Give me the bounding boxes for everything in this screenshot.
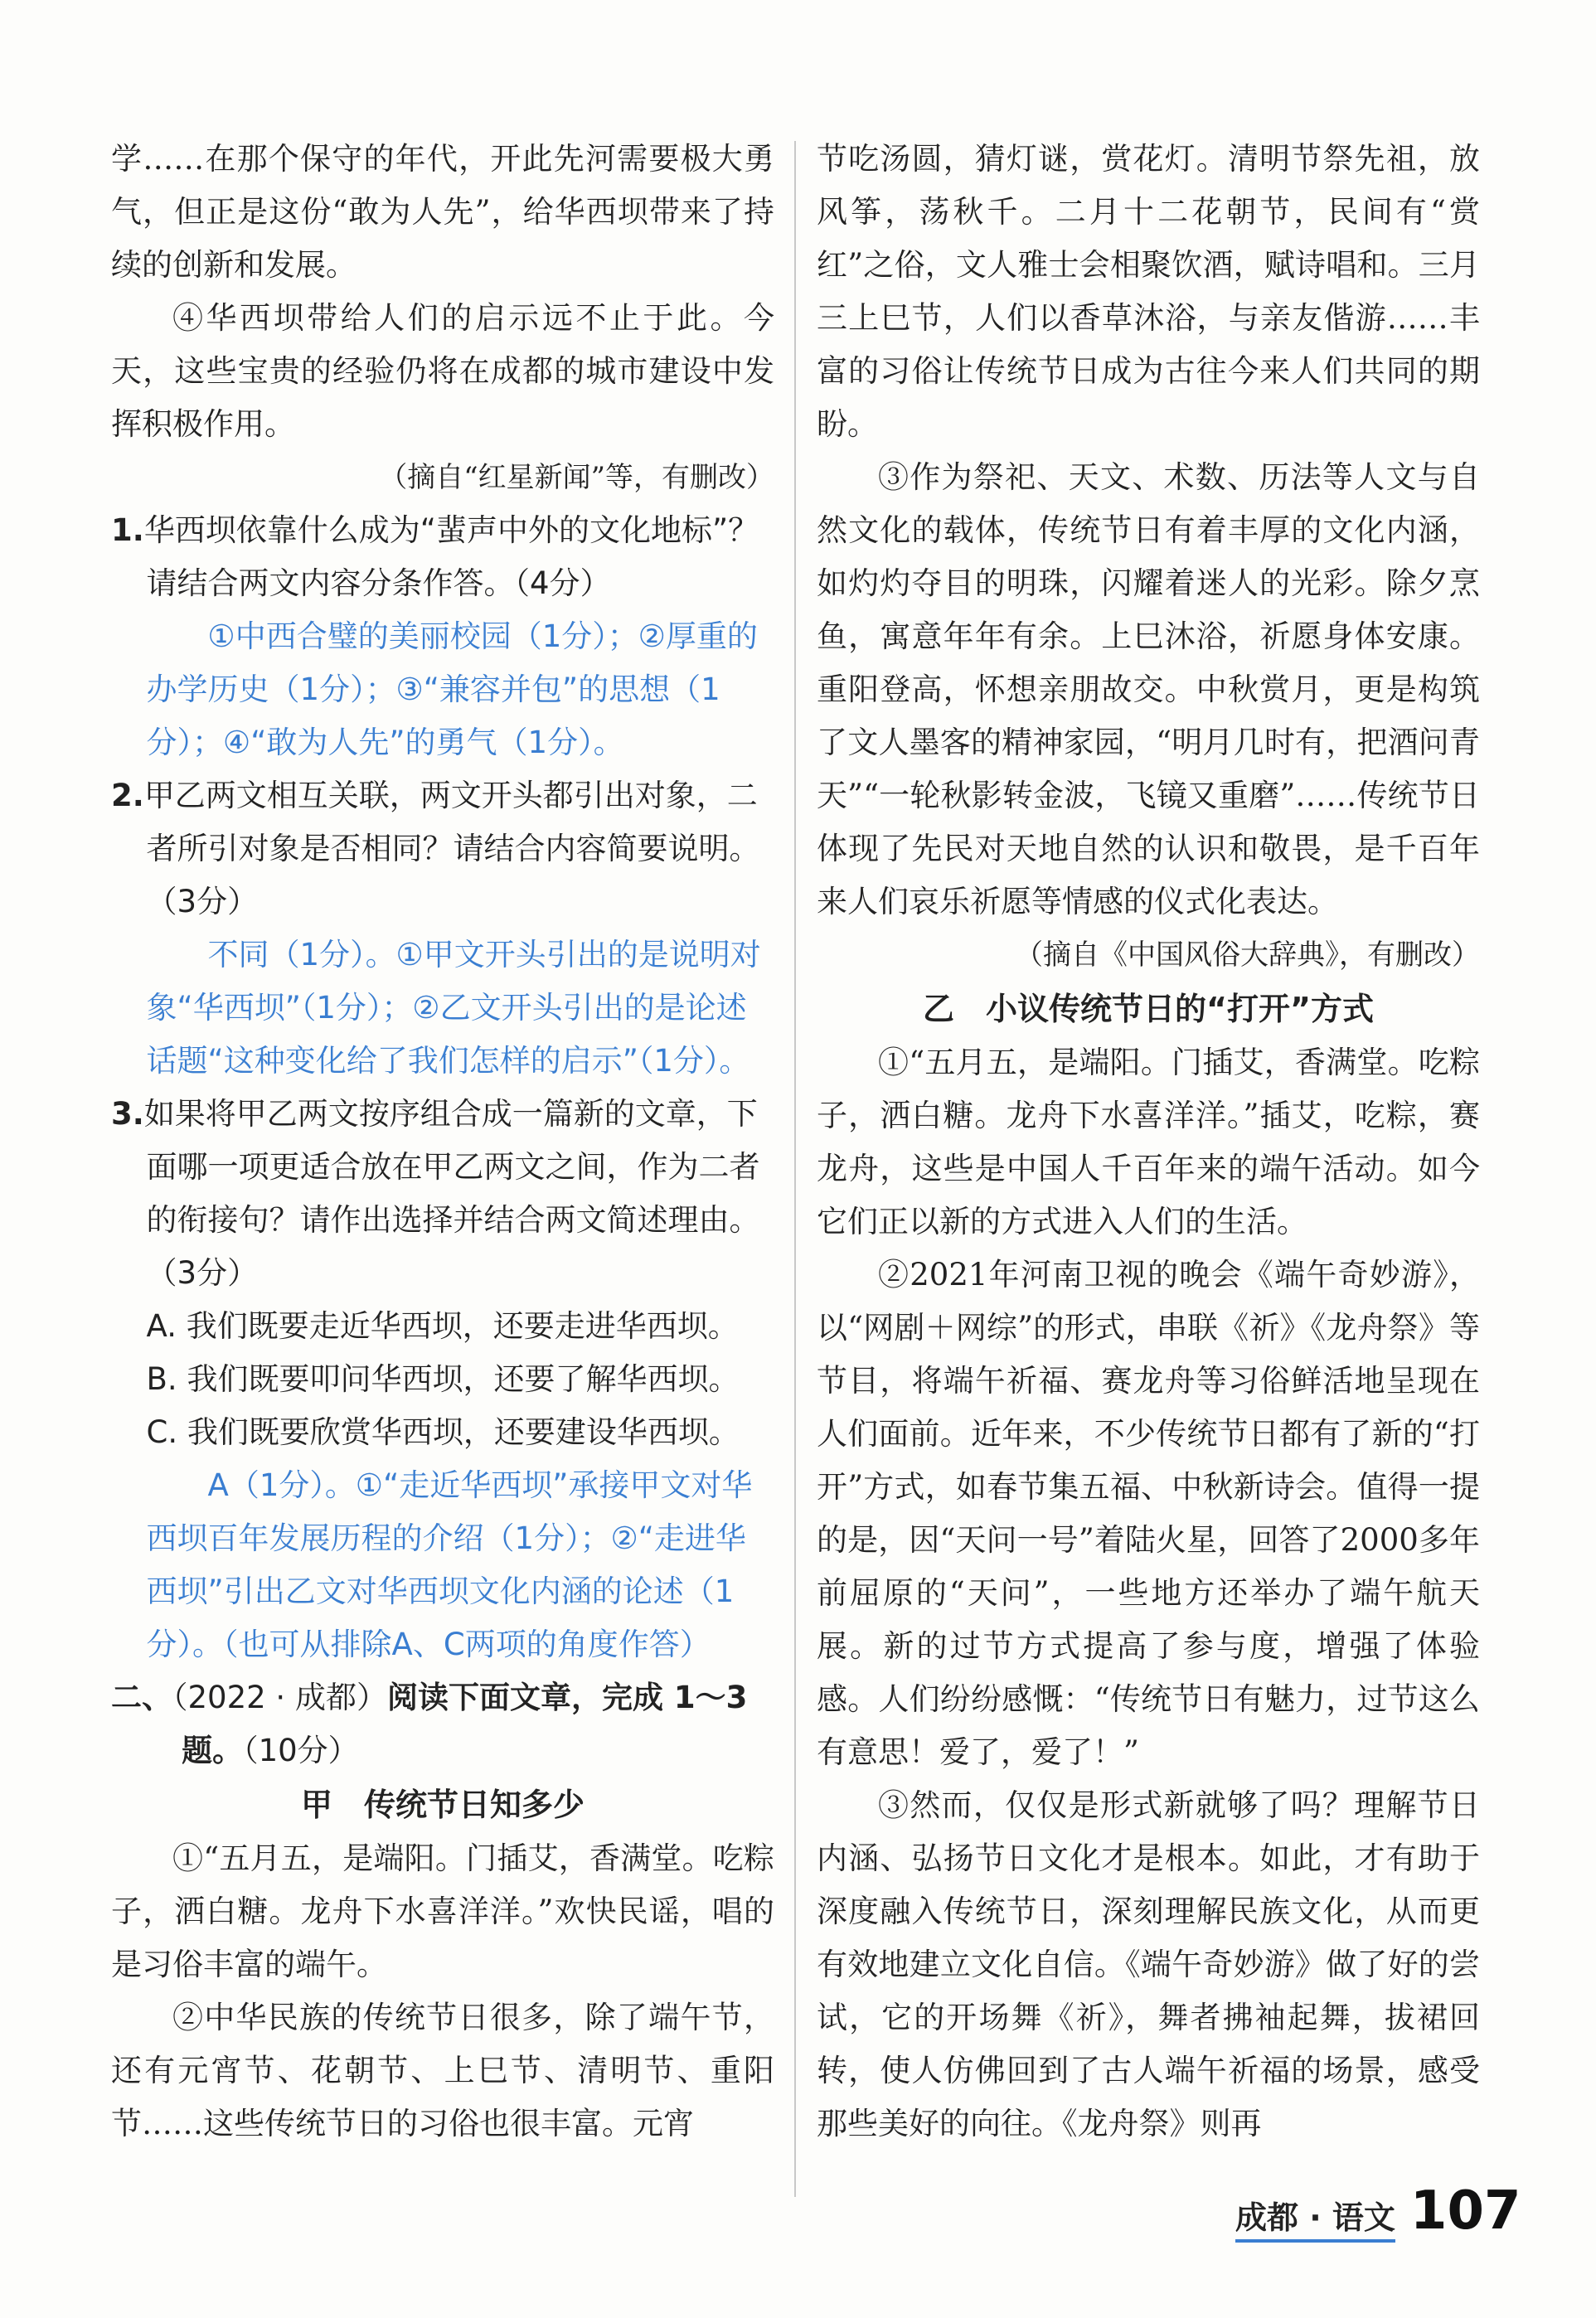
yi-paragraph-1: ①“五月五，是端阳。门插艾，香满堂。吃粽子，洒白糖。龙舟下水喜洋洋。”插艾，吃粽，赛龙舟，这些是中国人千百年来的端午活动。如今它们正以新的方式进入人们的生活。 bbox=[817, 1045, 1480, 1239]
question-2-number: 2. bbox=[111, 778, 144, 813]
question-1-text: 华西坝依靠什么成为“蜚声中外的文化地标”？请结合两文内容分条作答。（4分） bbox=[143, 512, 759, 601]
column-divider bbox=[794, 141, 796, 2197]
option-b: B. 我们既要叩问华西坝，还要了解华西坝。 bbox=[146, 1361, 740, 1397]
question-1-number: 1. bbox=[111, 512, 144, 548]
article-yi-title: 乙 小议传统节日的“打开”方式 bbox=[923, 991, 1374, 1027]
section-2-heading bbox=[111, 1671, 774, 1777]
option-a: A. 我们既要走近华西坝，还要走进华西坝。 bbox=[146, 1308, 739, 1344]
yi-paragraph-2: ②2021年河南卫视的晚会《端午奇妙游》，以“网剧＋网综”的形式，串联《祈》《龙舟祭》等节目，将端午祈福、赛龙舟等习俗鲜活地呈现在人们面前。近年来，不少传统节日都有了新的“打开”方式，如春节集五福、中秋新诗会。值得一提的是，因“天问一号”着陆火星，回答了2000多年前屈原的“天问”，一些地方还举办了端午航天展。新的过节方式提高了参与度，增强了体验感。人们纷纷感慨：“传统节日有魅力，过节这么有意思！爱了，爱了！” bbox=[817, 1257, 1480, 1770]
question-3 bbox=[111, 1088, 774, 1300]
page-footer bbox=[1235, 2180, 1521, 2243]
source-note-1: （摘自“红星新闻”等，有删改） bbox=[379, 461, 774, 494]
answer-1: ①中西合璧的美丽校园（1分）；②厚重的办学历史（1分）；③“兼容并包”的思想（1分）；④“敢为人先”的勇气（1分）。 bbox=[146, 618, 758, 760]
section-2-score: （10分） bbox=[243, 1733, 359, 1768]
section-2-text: 阅读下面文章，完成 1～3 题。 bbox=[182, 1680, 748, 1768]
right-column bbox=[817, 133, 1480, 2151]
yi-paragraph-3: ③然而，仅仅是形式新就够了吗？理解节日内涵、弘扬节日文化才是根本。如此，才有助于深度融入传统节日，深刻理解民族文化，从而更有效地建立文化自信。《端午奇妙游》做了好的尝试，它的开场舞《祈》，舞者拂袖起舞，拔裙回转，使人仿佛回到了古人端午祈福的场景，感受那些美好的向往。《龙舟祭》则再 bbox=[817, 1787, 1480, 2141]
jia-paragraph-2: ②中华民族的传统节日很多，除了端午节，还有元宵节、花朝节、上巳节、清明节、重阳节……这些传统节日的习俗也很丰富。元宵 bbox=[111, 2000, 774, 2141]
question-2-text: 甲乙两文相互关联，两文开头都引出对象，二者所引对象是否相同？请结合内容简要说明。（3分） bbox=[143, 778, 760, 919]
answer-2: 不同（1分）。①甲文开头引出的是说明对象“华西坝”（1分）；②乙文开头引出的是论述话题“这种变化给了我们怎样的启示”（1分）。 bbox=[146, 937, 761, 1079]
paragraph-continued: 学……在那个保守的年代，开此先河需要极大勇气，但正是这份“敢为人先”，给华西坝带来了持续的创新和发展。 bbox=[111, 141, 774, 283]
section-2-year: （2022 · 成都） bbox=[172, 1680, 387, 1715]
paragraph-4: ④华西坝带给人们的启示远不止于此。今天，这些宝贵的经验仍将在成都的城市建设中发挥积极作用。 bbox=[111, 300, 774, 442]
question-2 bbox=[111, 769, 774, 929]
source-note-2: （摘自《中国风俗大辞典》，有删改） bbox=[1015, 938, 1480, 972]
left-column bbox=[111, 133, 774, 2151]
jia-paragraph-2-continued: 节吃汤圆，猜灯谜，赏花灯。清明节祭先祖，放风筝，荡秋千。二月十二花朝节，民间有“赏红”之俗，文人雅士会相聚饮酒，赋诗唱和。三月三上巳节，人们以香草沐浴，与亲友偕游……丰富的习俗让传统节日成为古往今来人们共同的期盼。 bbox=[817, 141, 1480, 442]
page-number: 107 bbox=[1409, 2180, 1521, 2242]
footer-label: 成都 · 语文 bbox=[1235, 2192, 1395, 2243]
question-3-number: 3. bbox=[111, 1096, 144, 1132]
question-3-text: 如果将甲乙两文按序组合成一篇新的文章，下面哪一项更适合放在甲乙两文之间，作为二者的衔接句？请作出选择并结合两文简述理由。（3分） bbox=[143, 1096, 760, 1291]
section-2-number: 二、 bbox=[111, 1680, 172, 1715]
jia-paragraph-3: ③作为祭祀、天文、术数、历法等人文与自然文化的载体，传统节日有着丰厚的文化内涵，如灼灼夺目的明珠，闪耀着迷人的光彩。除夕烹鱼，寓意年年有余。上巳沐浴，祈愿身体安康。重阳登高，怀想亲朋故交。中秋赏月，更是构筑了文人墨客的精神家园，“明月几时有，把酒问青天”“一轮秋影转金波，飞镜又重磨”……传统节日体现了先民对天地自然的认识和敬畏，是千百年来人们哀乐祈愿等情感的仪式化表达。 bbox=[817, 459, 1480, 919]
article-jia-title: 甲 传统节日知多少 bbox=[300, 1787, 585, 1823]
answer-3: A（1分）。①“走近华西坝”承接甲文对华西坝百年发展历程的介绍（1分）；②“走进华西坝”引出乙文对华西坝文化内涵的论述（1分）。（也可从排除A、C两项的角度作答） bbox=[146, 1467, 753, 1662]
jia-paragraph-1: ①“五月五，是端阳。门插艾，香满堂。吃粽子，洒白糖。龙舟下水喜洋洋。”欢快民谣，唱的是习俗丰富的端午。 bbox=[111, 1840, 774, 1982]
question-1 bbox=[111, 504, 774, 610]
option-c: C. 我们既要欣赏华西坝，还要建设华西坝。 bbox=[146, 1414, 740, 1450]
